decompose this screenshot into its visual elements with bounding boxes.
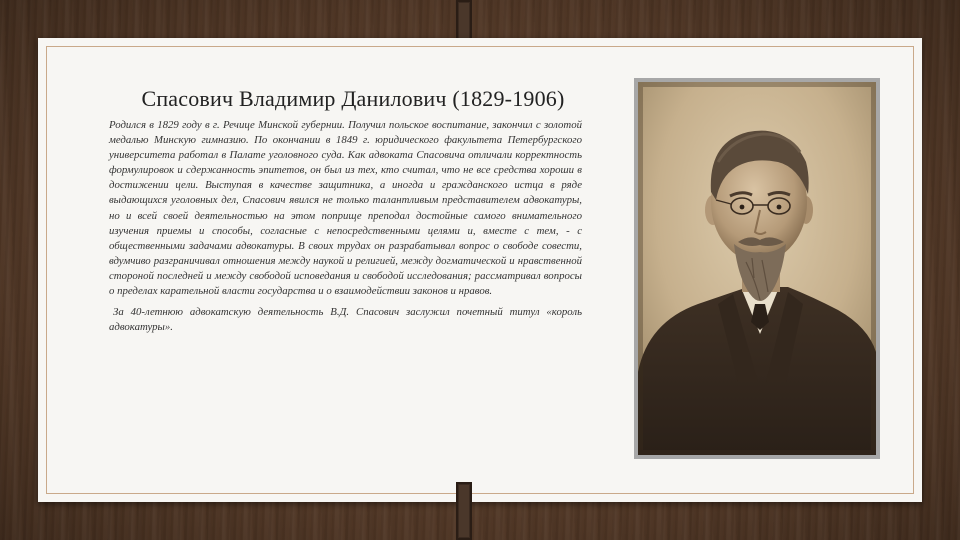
paragraph-biography: Родился в 1829 году в г. Речице Минской губернии. Получил польское воспитание, закончил с золотой медалью Минскую гимназию. По окончании в 1849 г. юридического факультета Петербургского университета работал в Палате уголовного суда. Как адвоката Спасовича отличали корректность формулировок и сдержанность эпитетов, он был из тех, кто считал, что не все средства хороши в достижении цели. Выступая в качестве защитника, а иногда и гражданского истца в ряде выдающихся уголовных дел, Спасович явился не только талантливым представителем адвокатуры, но и всей своей деятельностью на этом поприще преподал достойные самого внимательного изучения приемы и способы, согласные с непосредственными целями и, вместе с тем, - с общественными задачами адвокатуры. В своих трудах он разрабатывал вопрос о свободе совести, вдумчиво разграничивал отношения между наукой и религией, между догматической и нравственной стороной последней и между свободой исповедания и свободой исследования; рассматривал вопросы о пределах карательной власти государства и о взаимодействии законов и нравов. (109, 119, 582, 298)
portrait-frame (634, 78, 880, 459)
portrait-photo (638, 82, 876, 455)
slide (38, 38, 922, 502)
slide-title: Спасович Владимир Данилович (1829-1906) (141, 86, 565, 111)
body-text (109, 118, 582, 335)
bottom-binder-clip (456, 482, 472, 540)
portrait-illustration (638, 82, 876, 455)
paragraph-title-honor: За 40-летнюю адвокатскую деятельность В.Д. Спасович заслужил почетный титул «король адвокатуры». (109, 306, 582, 334)
